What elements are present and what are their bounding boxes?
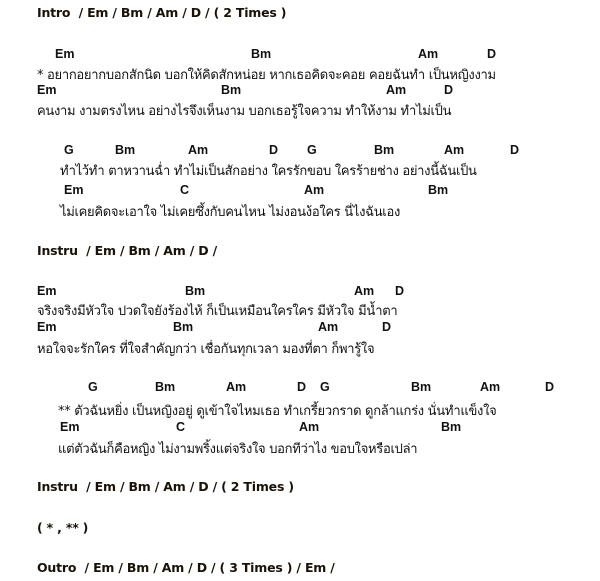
chord: Am xyxy=(226,380,247,394)
lyric-line: ไม่เคยคิดจะเอาใจ ไม่เคยซึ้งกับคนไหน ไม่งอนง้อใคร นี่ไงฉันเอง xyxy=(60,205,400,220)
chord: C xyxy=(176,420,186,434)
chord: Bm xyxy=(115,143,136,157)
chord: C xyxy=(180,183,190,197)
chord: Am xyxy=(188,143,209,157)
chord-line xyxy=(0,183,600,199)
chord: Am xyxy=(444,143,465,157)
chord: Bm xyxy=(411,380,432,394)
outro-section-label: Outro / Em / Bm / Am / D / ( 3 Times ) / Em / xyxy=(37,560,335,575)
chord-line xyxy=(0,420,600,436)
repeat-marker: ( * , ** ) xyxy=(37,520,89,535)
lyric-line: แต่ตัวฉันก็คือหญิง ไม่งามพริ้งแต่จริงใจ บอกทีว่าไง ขอบใจหรือเปล่า xyxy=(58,442,418,457)
chord-line xyxy=(0,47,600,63)
chord-line xyxy=(0,320,600,336)
chord: Bm xyxy=(374,143,395,157)
chord: Em xyxy=(55,47,75,61)
chord: Am xyxy=(354,284,375,298)
chord: Am xyxy=(299,420,320,434)
lyric-line: หอใจจะรักใคร ที่ใจสำคัญกว่า เชื่อกันทุกเวลา มองที่ตา ก็พารู้ใจ xyxy=(37,342,375,357)
chord: D xyxy=(269,143,279,157)
chord: Bm xyxy=(441,420,462,434)
chord-line xyxy=(0,284,600,300)
instru-section-label: Instru / Em / Bm / Am / D / ( 2 Times ) xyxy=(37,479,294,494)
chord: Am xyxy=(480,380,501,394)
chord-line xyxy=(0,143,600,159)
chord: Am xyxy=(304,183,325,197)
chord: Em xyxy=(37,83,57,97)
chord: D xyxy=(395,284,405,298)
chord: D xyxy=(487,47,497,61)
chord: Bm xyxy=(221,83,242,97)
chord: Am xyxy=(386,83,407,97)
chord: Em xyxy=(37,320,57,334)
chord: G xyxy=(88,380,98,394)
chord: Bm xyxy=(251,47,272,61)
lyric-line: ** ตัวฉันหยิ่ง เป็นหญิงอยู่ ดูเข้าใจไหมเธอ ทำเกรี้ยวกราด ดูกล้าแกร่ง นั่นทำแข็งใจ xyxy=(58,404,497,419)
chord: D xyxy=(510,143,520,157)
chord: D xyxy=(382,320,392,334)
chord: Bm xyxy=(428,183,449,197)
chord: Em xyxy=(37,284,57,298)
chord: Bm xyxy=(185,284,206,298)
chord: Bm xyxy=(155,380,176,394)
lyric-line: ทำไว้ทำ ตาหวานฉ่ำ ทำไม่เป็นสักอย่าง ใครรักขอบ ใครร้ายช่าง อย่างนี้ฉันเป็น xyxy=(60,164,477,179)
lyric-line: * อยากอยากบอกสักนิด บอกให้คิดสักหน่อย หากเธอคิดจะคอย คอยฉันทำ เป็นหญิงงาม xyxy=(37,68,496,83)
chord: Bm xyxy=(173,320,194,334)
chord-line xyxy=(0,83,600,99)
lyric-line: จริงจริงมีหัวใจ ปวดใจยังร้องไห้ ก็เป็นเหมือนใครใคร มีหัวใจ มีน้ำตา xyxy=(37,304,398,319)
chord: Em xyxy=(64,183,84,197)
chord: Am xyxy=(318,320,339,334)
chord: Em xyxy=(60,420,80,434)
chord-line xyxy=(0,380,600,396)
instru-section-label: Instru / Em / Bm / Am / D / xyxy=(37,243,217,258)
chord: G xyxy=(320,380,330,394)
chord: G xyxy=(64,143,74,157)
lyric-line: คนงาม งามตรงไหน อย่างไรจึงเห็นงาม บอกเธอรู้ใจความ ทำให้งาม ทำไม่เป็น xyxy=(37,104,452,119)
chord: Am xyxy=(418,47,439,61)
chord: D xyxy=(545,380,555,394)
chord: G xyxy=(307,143,317,157)
chord: D xyxy=(297,380,307,394)
chord: D xyxy=(444,83,454,97)
intro-section-label: Intro / Em / Bm / Am / D / ( 2 Times ) xyxy=(37,5,287,20)
